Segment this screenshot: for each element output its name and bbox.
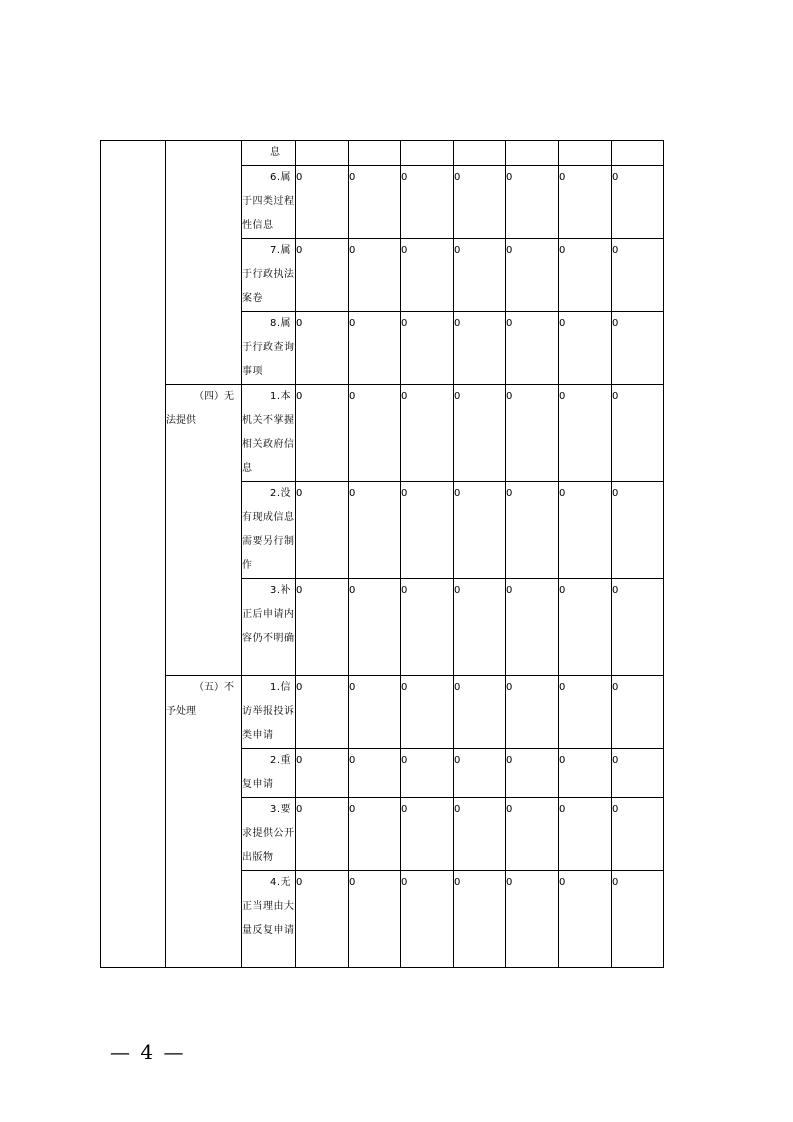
value-cell: 0 bbox=[612, 482, 664, 579]
value-cell: 0 bbox=[559, 482, 612, 579]
value-cell bbox=[296, 141, 349, 166]
value-cell: 0 bbox=[349, 385, 401, 482]
item-label: 6.属于四类过程性信息 bbox=[242, 172, 295, 231]
value-cell: 0 bbox=[349, 798, 401, 871]
item-label: 2.没有现成信息需要另行制作 bbox=[242, 488, 295, 571]
value-cell: 0 bbox=[612, 798, 664, 871]
item-label: 8.属于行政查询事项 bbox=[242, 318, 295, 377]
value-cell bbox=[349, 141, 401, 166]
value-cell: 0 bbox=[454, 312, 506, 385]
item-label: 3.要求提供公开出版物 bbox=[242, 804, 295, 863]
item-label-cell bbox=[242, 749, 296, 798]
value-cell: 0 bbox=[559, 798, 612, 871]
value-cell: 0 bbox=[612, 312, 664, 385]
table-row bbox=[101, 676, 664, 749]
value-cell: 0 bbox=[612, 239, 664, 312]
value-cell: 0 bbox=[454, 871, 506, 968]
value-cell: 0 bbox=[506, 239, 559, 312]
page-number: — 4 — bbox=[110, 1040, 186, 1064]
value-cell: 0 bbox=[612, 385, 664, 482]
value-cell: 0 bbox=[349, 312, 401, 385]
value-cell: 0 bbox=[559, 579, 612, 676]
category-label: （四）无法提供 bbox=[166, 391, 234, 426]
value-cell: 0 bbox=[506, 749, 559, 798]
value-cell: 0 bbox=[401, 798, 454, 871]
value-cell: 0 bbox=[454, 798, 506, 871]
value-cell: 0 bbox=[612, 166, 664, 239]
value-cell: 0 bbox=[401, 749, 454, 798]
value-cell bbox=[506, 141, 559, 166]
value-cell bbox=[612, 141, 664, 166]
value-cell: 0 bbox=[401, 579, 454, 676]
value-cell: 0 bbox=[454, 676, 506, 749]
value-cell: 0 bbox=[454, 749, 506, 798]
item-label-cell bbox=[242, 385, 296, 482]
statistics-table bbox=[100, 140, 664, 968]
value-cell: 0 bbox=[559, 312, 612, 385]
value-cell: 0 bbox=[454, 385, 506, 482]
value-cell: 0 bbox=[506, 871, 559, 968]
value-cell bbox=[401, 141, 454, 166]
item-label-cell bbox=[242, 141, 296, 166]
value-cell: 0 bbox=[612, 871, 664, 968]
category-label: （五）不予处理 bbox=[166, 682, 234, 717]
item-label: 1.信访举报投诉类申请 bbox=[242, 682, 295, 741]
value-cell: 0 bbox=[559, 166, 612, 239]
value-cell: 0 bbox=[349, 239, 401, 312]
category-cell bbox=[166, 676, 242, 968]
value-cell: 0 bbox=[612, 749, 664, 798]
value-cell: 0 bbox=[454, 166, 506, 239]
value-cell: 0 bbox=[506, 482, 559, 579]
table-row bbox=[101, 385, 664, 482]
value-cell: 0 bbox=[506, 166, 559, 239]
value-cell: 0 bbox=[506, 312, 559, 385]
value-cell: 0 bbox=[401, 871, 454, 968]
item-label-cell bbox=[242, 798, 296, 871]
value-cell: 0 bbox=[296, 749, 349, 798]
value-cell: 0 bbox=[296, 579, 349, 676]
value-cell: 0 bbox=[401, 166, 454, 239]
value-cell: 0 bbox=[296, 482, 349, 579]
item-label-cell bbox=[242, 871, 296, 968]
value-cell: 0 bbox=[559, 871, 612, 968]
value-cell: 0 bbox=[401, 385, 454, 482]
value-cell: 0 bbox=[401, 239, 454, 312]
value-cell: 0 bbox=[559, 749, 612, 798]
value-cell: 0 bbox=[506, 676, 559, 749]
value-cell: 0 bbox=[401, 312, 454, 385]
value-cell bbox=[454, 141, 506, 166]
table-body bbox=[101, 141, 664, 968]
category-cell bbox=[166, 385, 242, 676]
value-cell: 0 bbox=[506, 385, 559, 482]
value-cell: 0 bbox=[559, 385, 612, 482]
item-label-cell bbox=[242, 239, 296, 312]
item-label: 4.无正当理由大量反复申请 bbox=[242, 877, 295, 936]
value-cell: 0 bbox=[349, 166, 401, 239]
value-cell: 0 bbox=[296, 166, 349, 239]
value-cell: 0 bbox=[349, 676, 401, 749]
value-cell: 0 bbox=[349, 482, 401, 579]
value-cell: 0 bbox=[454, 482, 506, 579]
value-cell: 0 bbox=[296, 239, 349, 312]
item-label-cell bbox=[242, 579, 296, 676]
value-cell: 0 bbox=[612, 676, 664, 749]
category-cell bbox=[166, 141, 242, 385]
item-label: 3.补正后申请内容仍不明确 bbox=[242, 585, 295, 644]
item-label-cell bbox=[242, 166, 296, 239]
value-cell: 0 bbox=[296, 312, 349, 385]
value-cell: 0 bbox=[401, 482, 454, 579]
value-cell: 0 bbox=[296, 871, 349, 968]
value-cell: 0 bbox=[401, 676, 454, 749]
item-label: 2.重复申请 bbox=[242, 755, 292, 790]
item-label: 7.属于行政执法案卷 bbox=[242, 245, 295, 304]
item-label-cell bbox=[242, 676, 296, 749]
value-cell: 0 bbox=[296, 676, 349, 749]
item-label: 息 bbox=[270, 147, 281, 158]
section-cell bbox=[101, 141, 166, 968]
value-cell: 0 bbox=[612, 579, 664, 676]
value-cell: 0 bbox=[559, 239, 612, 312]
value-cell bbox=[559, 141, 612, 166]
item-label-cell bbox=[242, 312, 296, 385]
value-cell: 0 bbox=[506, 798, 559, 871]
value-cell: 0 bbox=[559, 676, 612, 749]
value-cell: 0 bbox=[349, 579, 401, 676]
value-cell: 0 bbox=[349, 749, 401, 798]
item-label: 1.本机关不掌握相关政府信息 bbox=[242, 391, 295, 474]
value-cell: 0 bbox=[296, 798, 349, 871]
item-label-cell bbox=[242, 482, 296, 579]
value-cell: 0 bbox=[506, 579, 559, 676]
value-cell: 0 bbox=[296, 385, 349, 482]
value-cell: 0 bbox=[349, 871, 401, 968]
table-row bbox=[101, 141, 664, 166]
value-cell: 0 bbox=[454, 239, 506, 312]
value-cell: 0 bbox=[454, 579, 506, 676]
